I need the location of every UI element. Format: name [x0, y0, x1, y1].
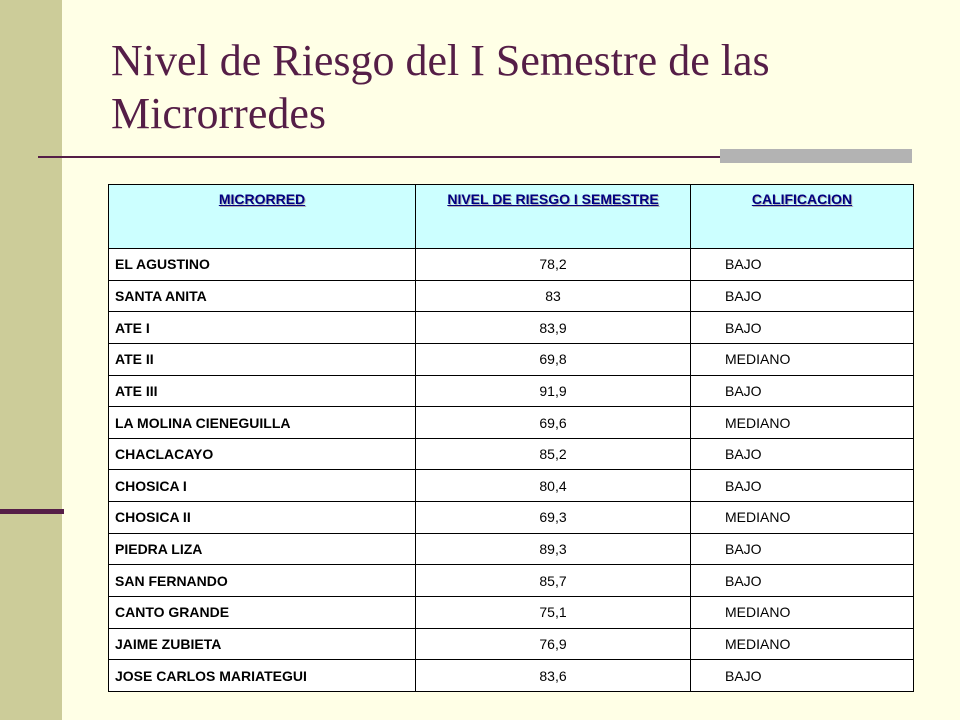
cell-calificacion: MEDIANO: [691, 502, 914, 534]
cell-microrred: JOSE CARLOS MARIATEGUI: [109, 660, 416, 692]
cell-calificacion: BAJO: [691, 249, 914, 281]
table-header-row: [109, 185, 914, 249]
header-calificacion: CALIFICACION: [691, 185, 914, 249]
cell-microrred: ATE III: [109, 375, 416, 407]
sidebar-band: [0, 0, 62, 720]
cell-microrred: ATE I: [109, 312, 416, 344]
cell-microrred: CANTO GRANDE: [109, 597, 416, 629]
cell-nivel: 69,8: [416, 343, 691, 375]
table-row: [109, 565, 914, 597]
cell-nivel: 76,9: [416, 628, 691, 660]
risk-table: [108, 184, 914, 692]
cell-calificacion: MEDIANO: [691, 597, 914, 629]
cell-calificacion: BAJO: [691, 660, 914, 692]
cell-microrred: PIEDRA LIZA: [109, 533, 416, 565]
cell-microrred: CHOSICA I: [109, 470, 416, 502]
table-row: [109, 628, 914, 660]
cell-nivel: 83,6: [416, 660, 691, 692]
cell-nivel: 78,2: [416, 249, 691, 281]
cell-calificacion: BAJO: [691, 533, 914, 565]
table-row: [109, 249, 914, 281]
cell-nivel: 69,3: [416, 502, 691, 534]
table-row: [109, 375, 914, 407]
cell-nivel: 83: [416, 280, 691, 312]
cell-microrred: SANTA ANITA: [109, 280, 416, 312]
table-row: [109, 660, 914, 692]
cell-microrred: JAIME ZUBIETA: [109, 628, 416, 660]
cell-calificacion: BAJO: [691, 565, 914, 597]
table-row: [109, 533, 914, 565]
cell-nivel: 75,1: [416, 597, 691, 629]
cell-nivel: 69,6: [416, 407, 691, 439]
table-row: [109, 597, 914, 629]
cell-nivel: 85,7: [416, 565, 691, 597]
header-nivel: NIVEL DE RIESGO I SEMESTRE: [416, 185, 691, 249]
table-row: [109, 502, 914, 534]
cell-microrred: CHOSICA II: [109, 502, 416, 534]
table-row: [109, 470, 914, 502]
cell-nivel: 89,3: [416, 533, 691, 565]
title-divider-accent: [720, 149, 912, 163]
cell-microrred: EL AGUSTINO: [109, 249, 416, 281]
cell-calificacion: MEDIANO: [691, 407, 914, 439]
slide-title: Nivel de Riesgo del I Semestre de las Microrredes: [111, 36, 770, 138]
table-row: [109, 343, 914, 375]
cell-nivel: 80,4: [416, 470, 691, 502]
cell-microrred: LA MOLINA CIENEGUILLA: [109, 407, 416, 439]
cell-microrred: ATE II: [109, 343, 416, 375]
cell-nivel: 85,2: [416, 438, 691, 470]
cell-microrred: CHACLACAYO: [109, 438, 416, 470]
cell-calificacion: BAJO: [691, 280, 914, 312]
header-microrred: MICRORRED: [109, 185, 416, 249]
sidebar-accent-bar: [0, 509, 64, 514]
cell-nivel: 91,9: [416, 375, 691, 407]
cell-calificacion: BAJO: [691, 375, 914, 407]
cell-microrred: SAN FERNANDO: [109, 565, 416, 597]
cell-calificacion: BAJO: [691, 438, 914, 470]
table-row: [109, 280, 914, 312]
cell-calificacion: MEDIANO: [691, 628, 914, 660]
table-row: [109, 312, 914, 344]
cell-nivel: 83,9: [416, 312, 691, 344]
cell-calificacion: BAJO: [691, 312, 914, 344]
cell-calificacion: MEDIANO: [691, 343, 914, 375]
table-row: [109, 407, 914, 439]
cell-calificacion: BAJO: [691, 470, 914, 502]
table-row: [109, 438, 914, 470]
